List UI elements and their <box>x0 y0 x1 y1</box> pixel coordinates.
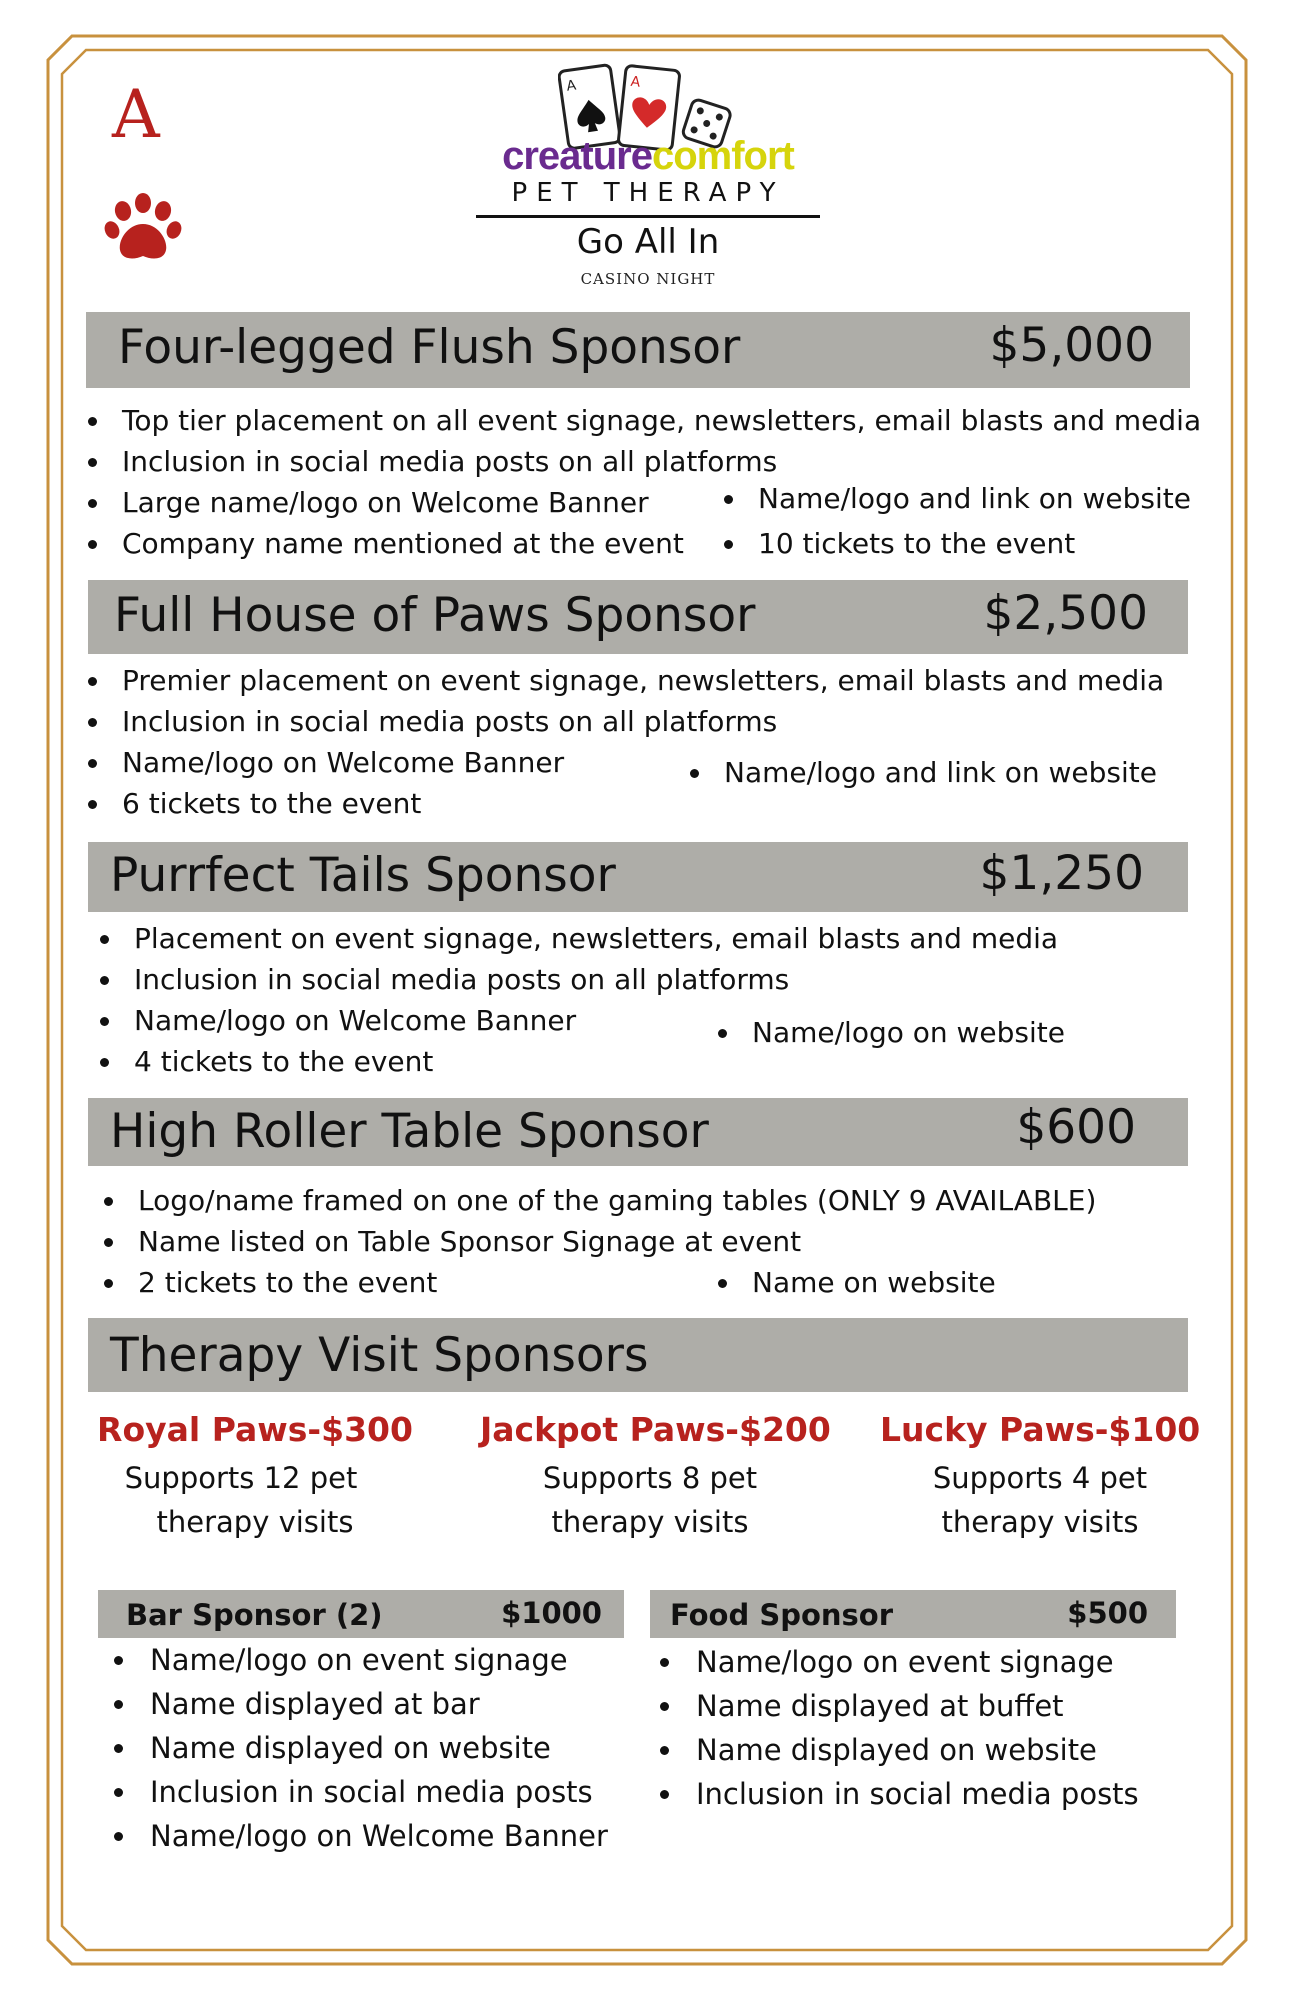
list-item: 4 tickets to the event <box>96 1041 1058 1082</box>
sponsor-header-purrfect <box>88 842 1188 912</box>
list-item: Name/logo on event signage <box>656 1640 1139 1684</box>
ace-letter: A <box>112 76 160 153</box>
tier-desc-line: Supports 12 pet <box>124 1460 358 1495</box>
brand-word-1: creature <box>502 134 652 178</box>
svg-text:A: A <box>629 73 641 91</box>
list-item: Inclusion in social media posts <box>110 1770 608 1814</box>
brand-subtitle: PET THERAPY <box>511 178 785 208</box>
list-item: Placement on event signage, newsletters, email blasts and media <box>96 918 1058 959</box>
sponsor-benefits-left <box>84 660 1164 824</box>
sponsor-price: $5,000 <box>989 318 1154 373</box>
list-item: Name displayed on website <box>656 1728 1139 1772</box>
list-item: Name displayed at bar <box>110 1682 608 1726</box>
tier-name: Royal Paws-$300 <box>97 1410 413 1449</box>
sponsor-header-flush <box>86 312 1190 388</box>
food-sponsor-header <box>650 1590 1176 1638</box>
list-item: 10 tickets to the event <box>720 523 1191 564</box>
tier-description <box>880 1456 1200 1544</box>
list-item: Inclusion in social media posts on all platforms <box>84 701 1164 742</box>
sponsor-title: Purrfect Tails Sponsor <box>110 848 616 903</box>
tier-jackpot-paws <box>480 1410 831 1544</box>
list-item: Name/logo and link on website <box>720 478 1191 519</box>
sponsor-benefits-right <box>720 478 1191 564</box>
sponsor-price: $600 <box>1016 1100 1136 1155</box>
tier-royal-paws <box>92 1410 418 1544</box>
tier-desc-line: therapy visits <box>941 1504 1139 1539</box>
sponsor-benefits-right <box>714 1012 1065 1053</box>
list-item: Premier placement on event signage, newsletters, email blasts and media <box>84 660 1164 701</box>
sponsor-header-full-house <box>88 580 1188 654</box>
food-sponsor-benefits <box>656 1640 1139 1816</box>
list-item: Inclusion in social media posts on all platforms <box>84 441 1201 482</box>
food-sponsor-title: Food Sponsor <box>670 1598 894 1632</box>
sponsor-header-high-roller <box>88 1098 1188 1166</box>
food-sponsor-price: $500 <box>1067 1596 1148 1630</box>
list-item: Name/logo on Welcome Banner <box>96 1000 1058 1041</box>
list-item: 2 tickets to the event <box>100 1262 1096 1303</box>
bar-sponsor-title: Bar Sponsor (2) <box>126 1598 383 1632</box>
sponsor-benefits-right <box>714 1262 996 1303</box>
bar-sponsor-benefits <box>110 1638 608 1858</box>
list-item: Name/logo and link on website <box>686 752 1157 793</box>
list-item: Inclusion in social media posts on all platforms <box>96 959 1058 1000</box>
list-item: Name listed on Table Sponsor Signage at event <box>100 1221 1096 1262</box>
brand-word-2: comfort <box>651 134 794 178</box>
brand-divider <box>476 215 820 218</box>
tier-name: Lucky Paws-$100 <box>880 1410 1201 1449</box>
sponsor-benefits-left <box>96 918 1058 1082</box>
tier-name: Jackpot Paws-$200 <box>480 1410 831 1449</box>
list-item: Company name mentioned at the event <box>84 523 1201 564</box>
paw-icon <box>104 190 182 268</box>
list-item: Top tier placement on all event signage, newsletters, email blasts and media <box>84 400 1201 441</box>
list-item: Name on website <box>714 1262 996 1303</box>
tier-description <box>480 1456 820 1544</box>
tier-desc-line: Supports 4 pet <box>932 1460 1148 1495</box>
tier-desc-line: therapy visits <box>156 1504 354 1539</box>
sponsor-benefits-right <box>686 752 1157 793</box>
bar-sponsor-price: $1000 <box>501 1596 602 1630</box>
list-item: Name/logo on event signage <box>110 1638 608 1682</box>
brand-logo-text <box>470 136 826 176</box>
list-item: Name/logo on Welcome Banner <box>84 742 1164 783</box>
sponsor-title: High Roller Table Sponsor <box>110 1104 709 1159</box>
list-item: Name/logo on website <box>714 1012 1065 1053</box>
list-item: Large name/logo on Welcome Banner <box>84 482 1201 523</box>
list-item: Name/logo on Welcome Banner <box>110 1814 608 1858</box>
tier-desc-line: Supports 8 pet <box>542 1460 758 1495</box>
tier-lucky-paws <box>880 1410 1200 1544</box>
section-title: Therapy Visit Sponsors <box>110 1328 649 1383</box>
list-item: Logo/name framed on one of the gaming tables (ONLY 9 AVAILABLE) <box>100 1180 1096 1221</box>
list-item: Inclusion in social media posts <box>656 1772 1139 1816</box>
svg-text:A: A <box>565 77 578 95</box>
list-item: Name displayed at buffet <box>656 1684 1139 1728</box>
tier-desc-line: therapy visits <box>551 1504 749 1539</box>
list-item: 6 tickets to the event <box>84 783 1164 824</box>
event-subtitle: CASINO NIGHT <box>580 270 716 288</box>
bar-sponsor-header <box>98 1590 624 1638</box>
sponsor-price: $2,500 <box>983 586 1148 641</box>
tier-description <box>92 1456 418 1544</box>
list-item: Name displayed on website <box>110 1726 608 1770</box>
event-tagline: Go All In <box>576 222 720 262</box>
sponsor-title: Four-legged Flush Sponsor <box>118 320 741 375</box>
sponsor-price: $1,250 <box>979 846 1144 901</box>
sponsor-title: Full House of Paws Sponsor <box>114 588 756 643</box>
therapy-sponsors-header <box>88 1318 1188 1392</box>
